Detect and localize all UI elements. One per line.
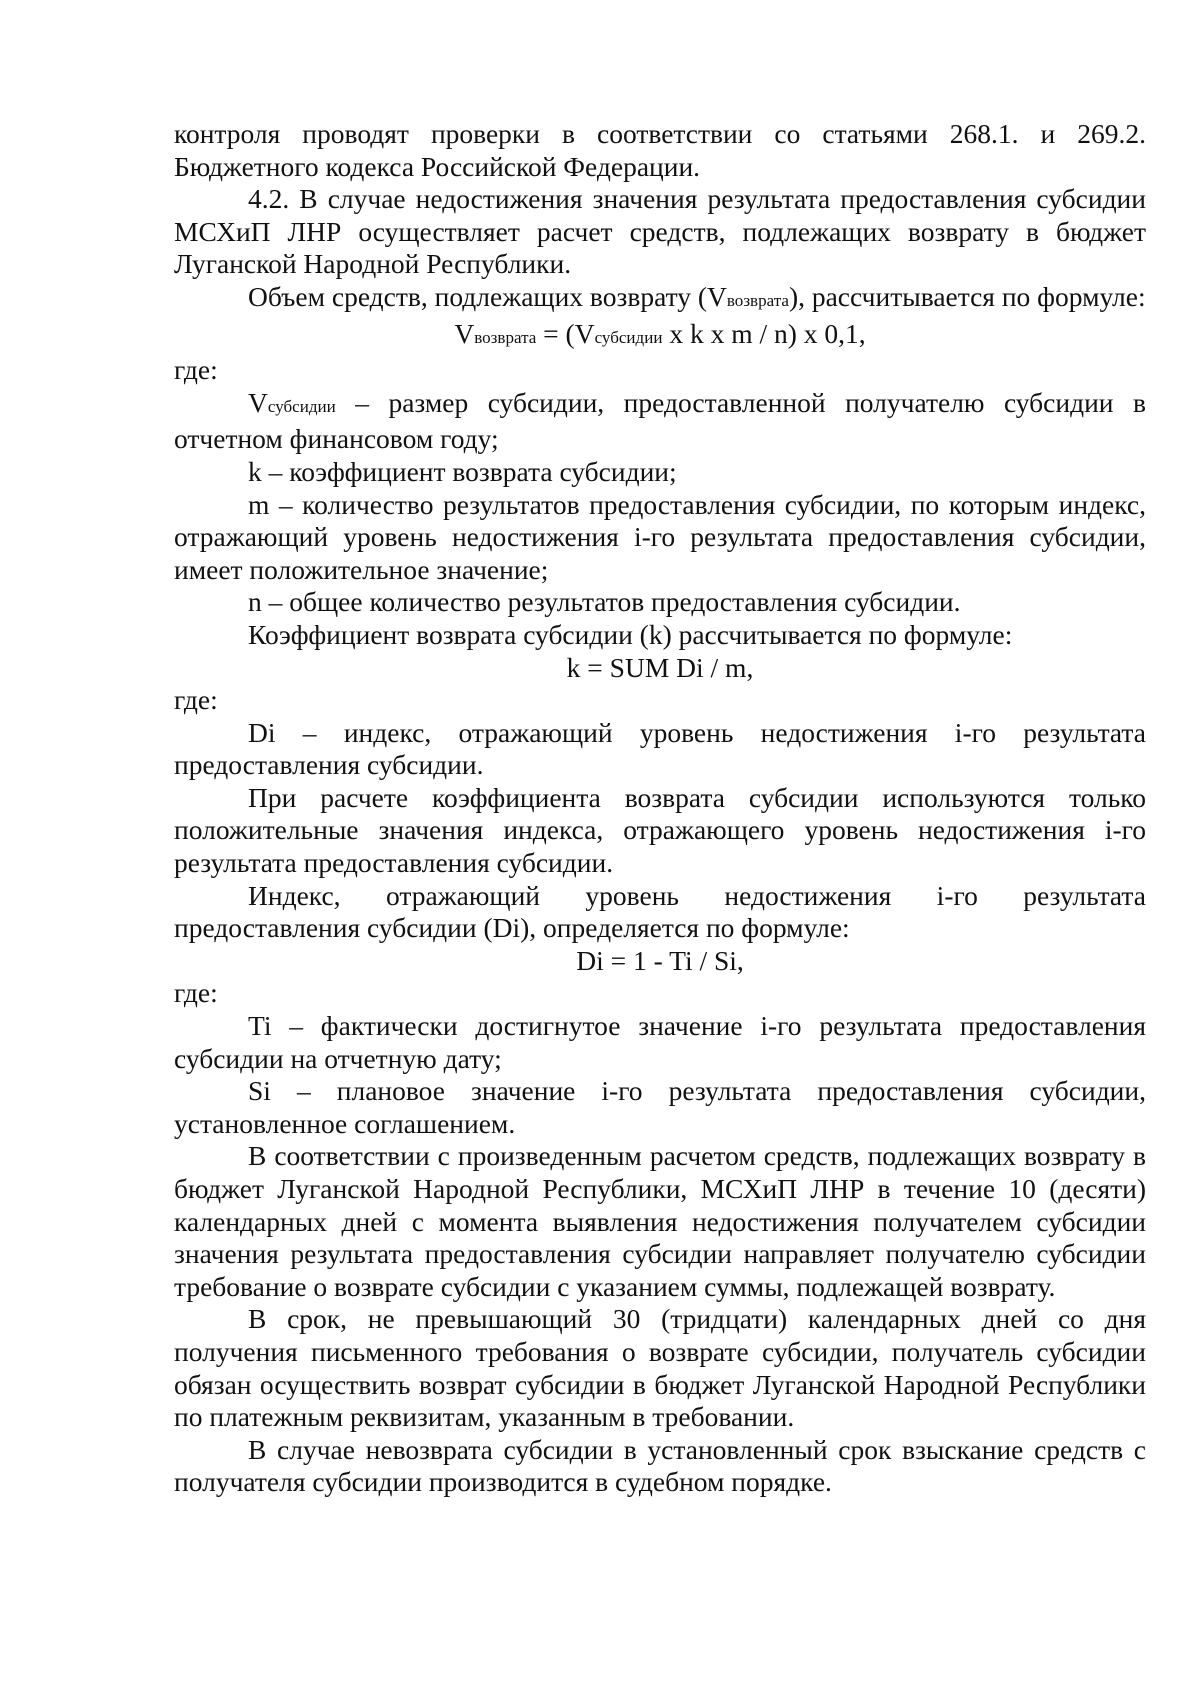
- paragraph-control-checks: контроля проводят проверки в соответствии со статьями 268.1. и 269.2. Бюджетного кодекса Российской Федерации.: [174, 118, 1146, 182]
- paragraph-positive-values: При расчете коэффициента возврата субсидии используются только положительные значения индекса, отражающего уровень недостижения i-го результата предоставления субсидии.: [174, 781, 1146, 879]
- subscript: субсидии: [267, 396, 336, 416]
- where-label: где:: [174, 977, 218, 1009]
- formula-segment: V: [454, 317, 475, 349]
- paragraph-di-formula-intro: Индекс, отражающий уровень недостижения i-го результата предоставления субсидии (Di), определяется по формуле:: [174, 879, 1146, 944]
- where-label: где:: [174, 684, 218, 716]
- subscript: субсидии: [594, 327, 663, 347]
- subscript: возврата: [726, 290, 789, 310]
- paragraph-return-demand: В соответствии с произведенным расчетом средств, подлежащих возврату в бюджет Луганской Народной Республики, МСХиП ЛНР в течение 10 (десяти) календарных дней с момента выявления недостижения получателем субсидии значения результата предоставления субсидии направляет получателю субсидии требование о возврате субсидии с указанием суммы, подлежащей возврату.: [174, 1140, 1146, 1302]
- text-segment: V: [248, 386, 268, 418]
- paragraph-return-deadline: В срок, не превышающий 30 (тридцати) календарных дней со дня получения письменного требования о возврате субсидии, получатель субсидии обязан осуществить возврат субсидии в бюджет Луганской Народной Республики по платежным реквизитам, указанным в требовании.: [174, 1303, 1146, 1433]
- paragraph-4-2: 4.2. В случае недостижения значения результата предоставления субсидии МСХиП ЛНР осуществляет расчет средств, подлежащих возврату в бюджет Луганской Народной Республики.: [174, 183, 1146, 280]
- definition-di: Di – индекс, отражающий уровень недостижения i-го результата предоставления субсидии.: [174, 716, 1146, 781]
- formula-segment: x k x m / n) x 0,1,: [662, 317, 866, 349]
- paragraph-court-recovery: В случае невозврата субсидии в установленный срок взыскание средств с получателя субсидии производится в судебном порядке.: [174, 1433, 1146, 1498]
- formula-k: k = SUM Di / m,: [566, 651, 754, 683]
- text-segment: ), рассчитывается по формуле:: [788, 280, 1146, 312]
- where-label: где:: [174, 354, 218, 386]
- text-segment: – размер субсидии, предоставленной получателю субсидии в отчетном финансовом году;: [174, 386, 1146, 455]
- subscript: возврата: [474, 327, 537, 347]
- paragraph-k-formula-intro: Коэффициент возврата субсидии (k) рассчитывается по формуле:: [248, 618, 1013, 650]
- definition-k: k – коэффициент возврата субсидии;: [248, 455, 677, 487]
- formula-return-volume: [174, 318, 1146, 355]
- text-segment: Объем средств, подлежащих возврату (V: [248, 280, 727, 312]
- document-page: [174, 118, 1146, 1499]
- definition-v-subsidy: [174, 387, 1146, 456]
- definition-m: m – количество результатов предоставления субсидии, по которым индекс, отражающий уровень недостижения i-го результата предоставления субсидии, имеет положительное значение;: [174, 488, 1146, 585]
- definition-ti: Ti – фактически достигнутое значение i-го результата предоставления субсидии на отчетную дату;: [174, 1010, 1146, 1074]
- definition-n: n – общее количество результатов предоставления субсидии.: [248, 586, 961, 618]
- formula-segment: = (V: [536, 317, 595, 349]
- formula-di: Di = 1 - Ti / Si,: [576, 944, 744, 976]
- paragraph-return-volume: [174, 281, 1146, 318]
- definition-si: Si – плановое значение i-го результата предоставления субсидии, установленное соглашением.: [174, 1075, 1146, 1139]
